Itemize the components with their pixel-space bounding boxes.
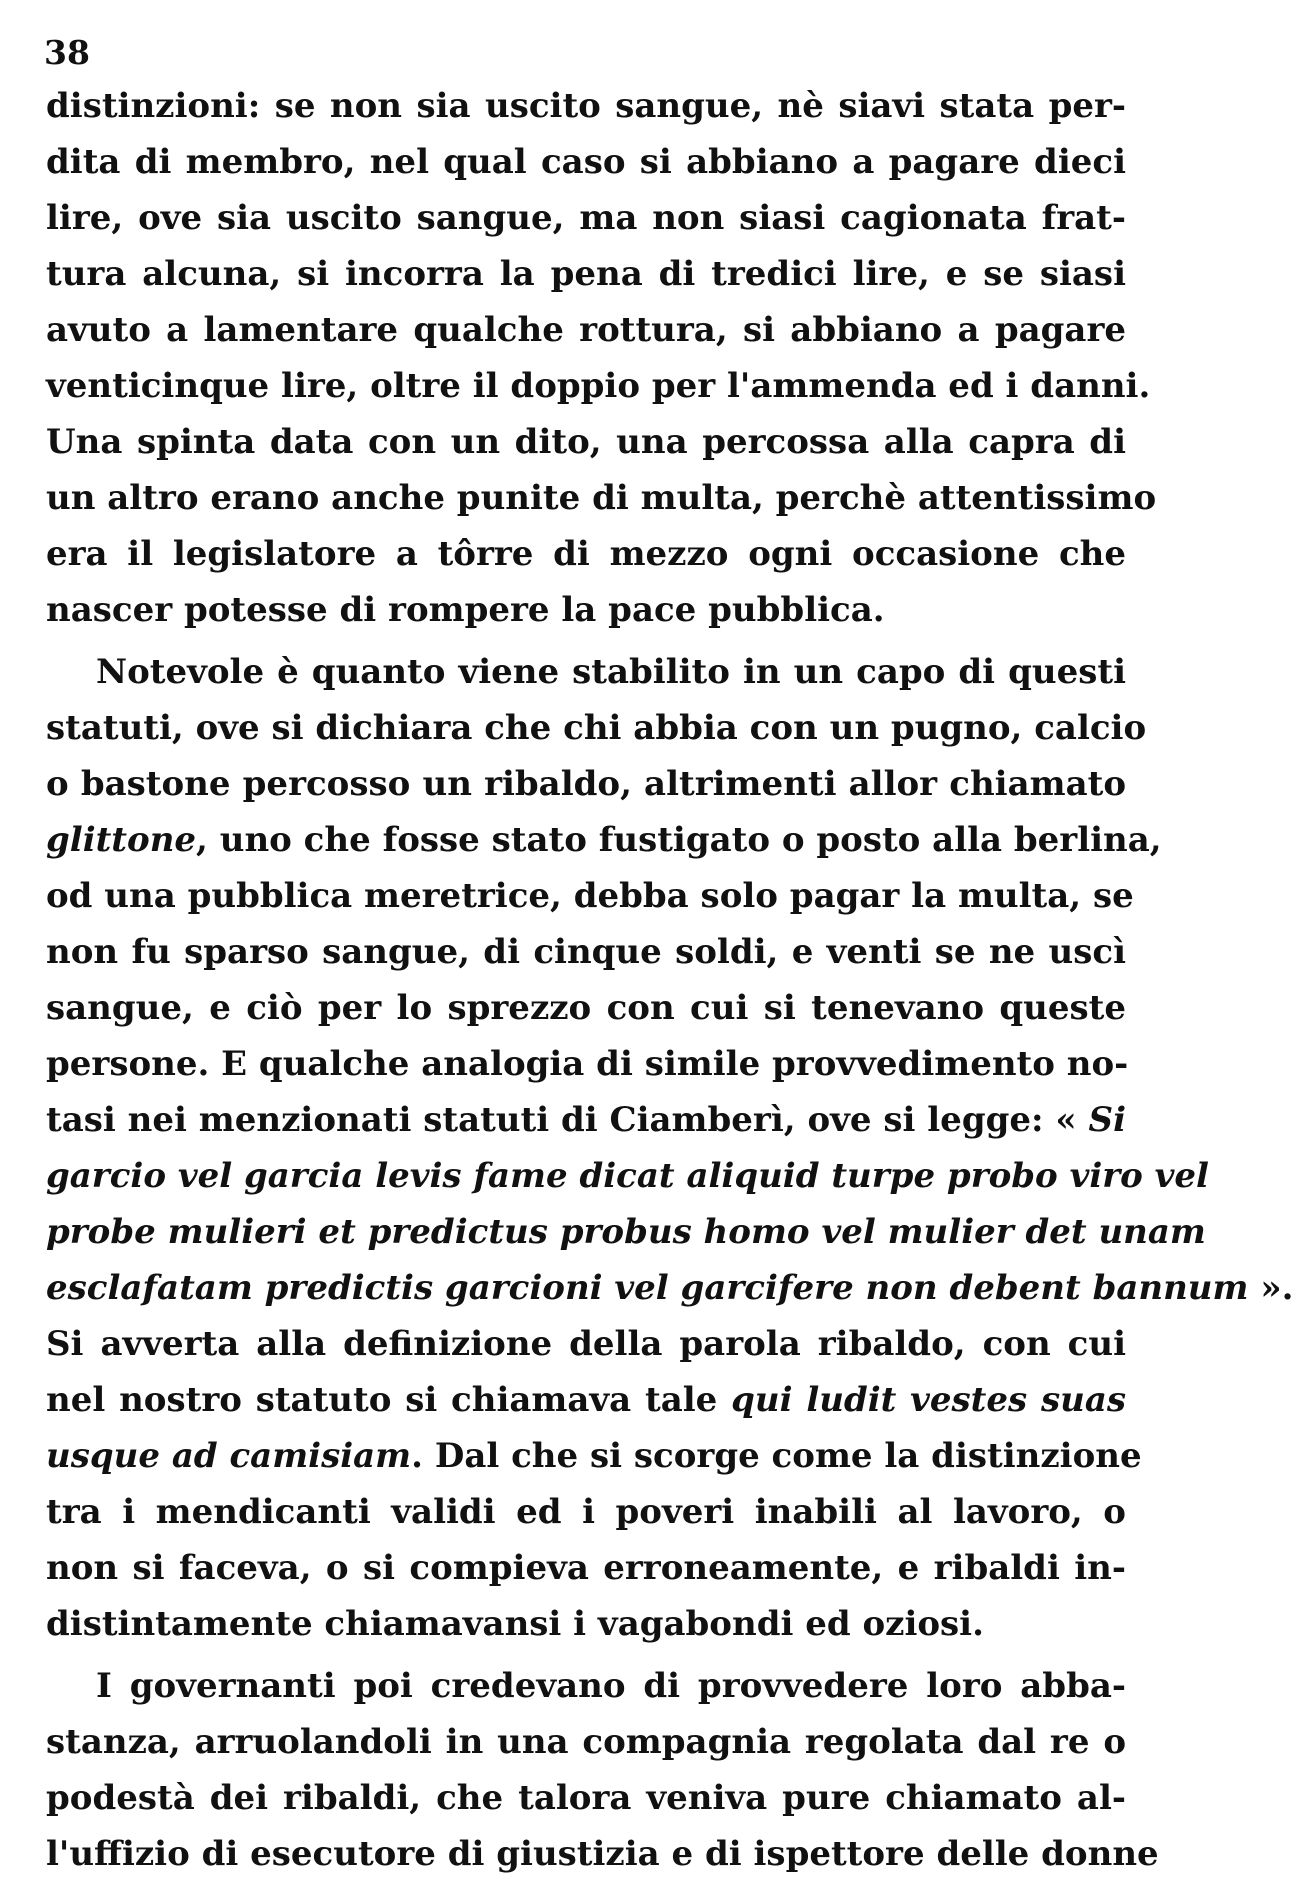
text-line: Si avverta alla definizione della parola ribaldo, con cui [46, 1324, 1126, 1364]
text-line: o bastone percosso un ribaldo, altrimenti allor chiamato [46, 764, 1126, 804]
text-line: usque ad camisiam. Dal che si scorge come la distinzione [46, 1436, 1142, 1476]
italic-quote: qui ludit vestes suas [731, 1380, 1126, 1420]
paragraph-1 [46, 78, 1157, 638]
italic-quote: esclafatam predictis garcioni vel garcifere non debent bannum [46, 1268, 1249, 1308]
text-line: esclafatam predictis garcioni vel garcifere non debent bannum ». [46, 1268, 1293, 1308]
text-line: I governanti poi credevano di provvedere loro abba- [96, 1666, 1126, 1706]
text-line: l'uffizio di esecutore di giustizia e di ispettore delle donne [46, 1834, 1159, 1874]
book-page [44, 28, 1293, 1882]
text-line: nel nostro statuto si chiamava tale qui ludit vestes suas [46, 1380, 1126, 1420]
text-line: venticinque lire, oltre il doppio per l'ammenda ed i danni. [46, 366, 1151, 406]
text-line: distintamente chiamavansi i vagabondi ed oziosi. [46, 1604, 984, 1644]
text-line: era il legislatore a tôrre di mezzo ogni occasione che [46, 534, 1126, 574]
text-line: non fu sparso sangue, di cinque soldi, e venti se ne uscì [46, 932, 1126, 972]
text-line: tasi nei menzionati statuti di Ciamberì, ove si legge: « Si [46, 1100, 1126, 1140]
italic-quote: Si [1088, 1100, 1126, 1140]
text-line: nascer potesse di rompere la pace pubblica. [46, 590, 885, 630]
page-number: 38 [44, 33, 90, 72]
text-line: tura alcuna, si incorra la pena di tredici lire, e se siasi [46, 254, 1126, 294]
text-line: dita di membro, nel qual caso si abbiano a pagare dieci [46, 142, 1126, 182]
text-line: lire, ove sia uscito sangue, ma non siasi cagionata frat- [46, 198, 1126, 238]
text-line: Una spinta data con un dito, una percossa alla capra di [46, 422, 1126, 462]
italic-term: glittone [46, 820, 197, 860]
text-line: persone. E qualche analogia di simile provvedimento no- [46, 1044, 1129, 1084]
text-line: glittone, uno che fosse stato fustigato o posto alla berlina, [46, 820, 1162, 860]
text-line: distinzioni: se non sia uscito sangue, nè siavi stata per- [46, 86, 1126, 126]
italic-quote-line: garcio vel garcia levis fame dicat aliquid turpe probo viro vel [46, 1156, 1209, 1196]
text-line: tra i mendicanti validi ed i poveri inabili al lavoro, o [46, 1492, 1126, 1532]
text-line: od una pubblica meretrice, debba solo pagar la multa, se [46, 876, 1134, 916]
text-line: sangue, e ciò per lo sprezzo con cui si tenevano queste [46, 988, 1126, 1028]
text-line: podestà dei ribaldi, che talora veniva pure chiamato al- [46, 1778, 1126, 1818]
text-line: un altro erano anche punite di multa, perchè attentissimo [46, 478, 1157, 518]
paragraph-2 [46, 644, 1293, 1652]
text-line: Notevole è quanto viene stabilito in un capo di questi [96, 652, 1126, 692]
text-line: stanza, arruolandoli in una compagnia regolata dal re o [46, 1722, 1126, 1762]
text-line: non si faceva, o si compieva erroneamente, e ribaldi in- [46, 1548, 1126, 1588]
text-line: statuti, ove si dichiara che chi abbia con un pugno, calcio [46, 708, 1147, 748]
italic-quote-line: probe mulieri et predictus probus homo vel mulier det unam [46, 1212, 1206, 1252]
italic-quote: usque ad camisiam [46, 1436, 412, 1476]
text-line: avuto a lamentare qualche rottura, si abbiano a pagare [46, 310, 1126, 350]
paragraph-3 [46, 1658, 1159, 1882]
